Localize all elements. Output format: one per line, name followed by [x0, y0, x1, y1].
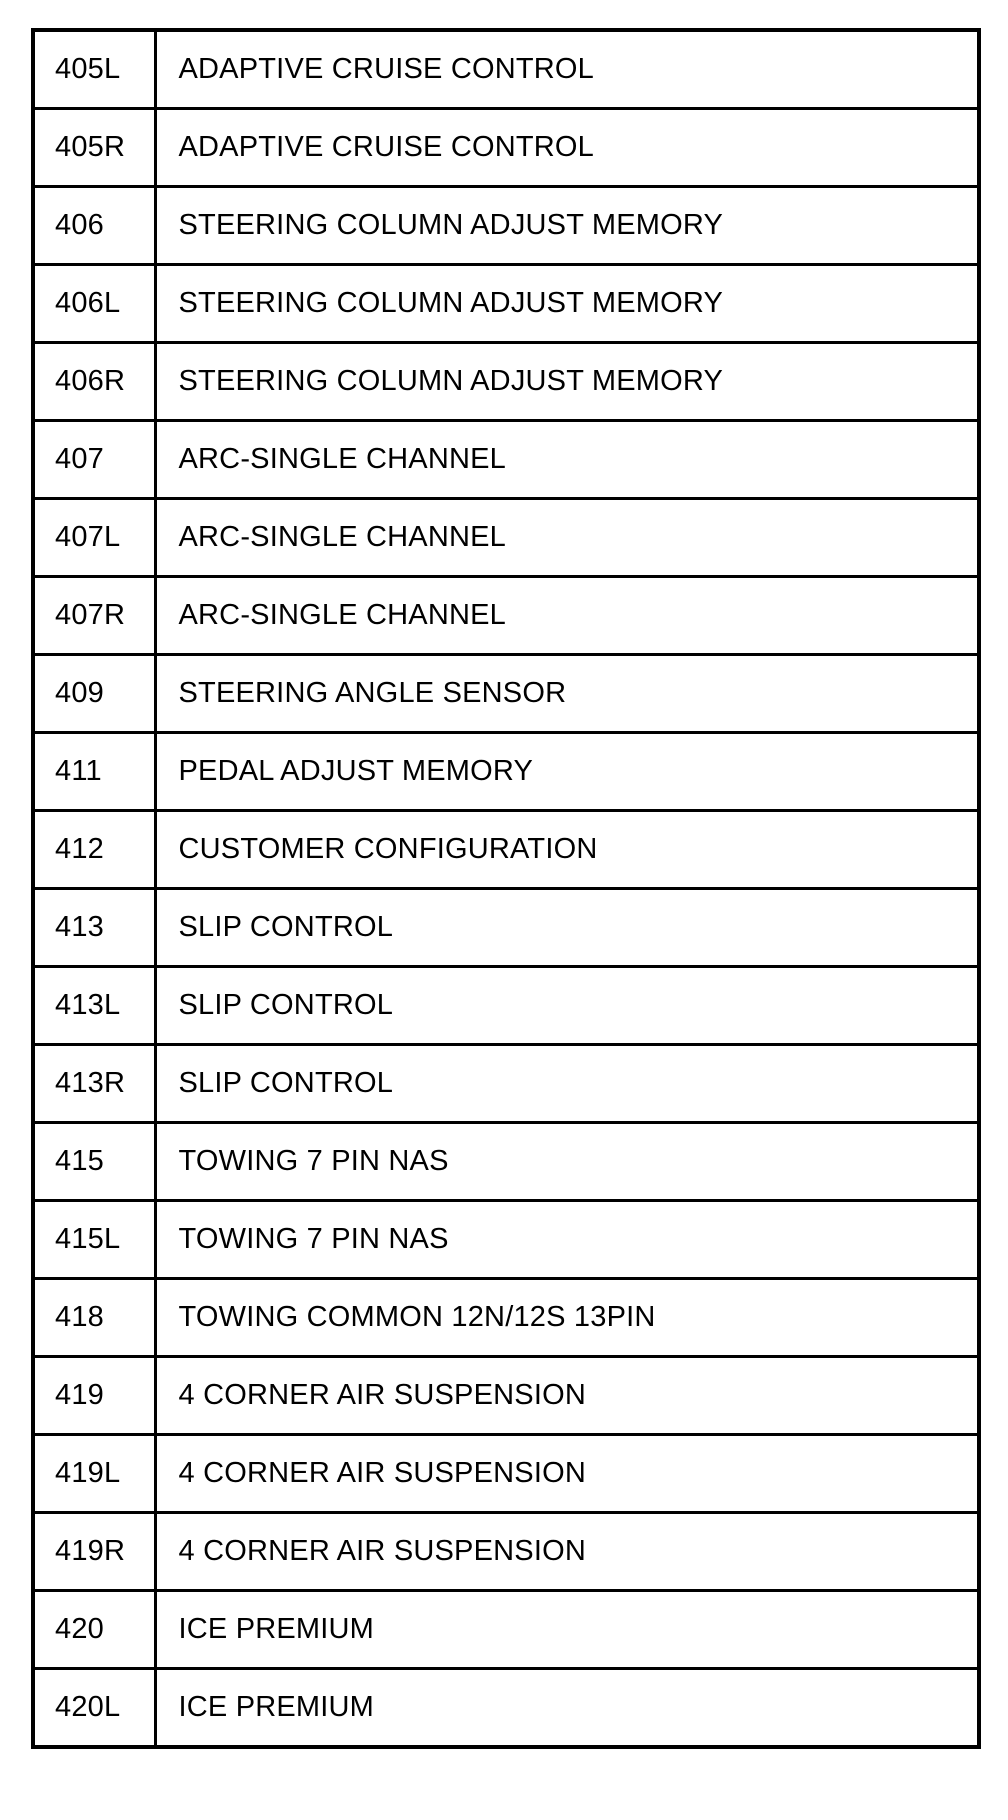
description-cell: STEERING ANGLE SENSOR — [155, 655, 979, 733]
description-cell: SLIP CONTROL — [155, 1045, 979, 1123]
code-cell: 406L — [33, 265, 155, 343]
table-row — [33, 1513, 979, 1591]
code-cell: 413L — [33, 967, 155, 1045]
table-row — [33, 1669, 979, 1748]
code-description-table — [31, 28, 981, 1749]
table-row — [33, 187, 979, 265]
description-cell: 4 CORNER AIR SUSPENSION — [155, 1357, 979, 1435]
code-cell: 419R — [33, 1513, 155, 1591]
code-cell: 407R — [33, 577, 155, 655]
table-row — [33, 1201, 979, 1279]
description-cell: ADAPTIVE CRUISE CONTROL — [155, 109, 979, 187]
code-cell: 405L — [33, 30, 155, 109]
description-cell: PEDAL ADJUST MEMORY — [155, 733, 979, 811]
description-cell: ARC-SINGLE CHANNEL — [155, 421, 979, 499]
description-cell: SLIP CONTROL — [155, 889, 979, 967]
table-row — [33, 1591, 979, 1669]
description-cell: 4 CORNER AIR SUSPENSION — [155, 1513, 979, 1591]
description-cell: TOWING 7 PIN NAS — [155, 1201, 979, 1279]
table-row — [33, 421, 979, 499]
table-row — [33, 889, 979, 967]
code-cell: 419 — [33, 1357, 155, 1435]
table-row — [33, 577, 979, 655]
table-body — [33, 30, 979, 1747]
code-cell: 406 — [33, 187, 155, 265]
code-cell: 415 — [33, 1123, 155, 1201]
code-cell: 407 — [33, 421, 155, 499]
description-cell: CUSTOMER CONFIGURATION — [155, 811, 979, 889]
description-cell: ICE PREMIUM — [155, 1669, 979, 1748]
table-row — [33, 967, 979, 1045]
description-cell: STEERING COLUMN ADJUST MEMORY — [155, 187, 979, 265]
code-cell: 415L — [33, 1201, 155, 1279]
description-cell: TOWING COMMON 12N/12S 13PIN — [155, 1279, 979, 1357]
description-cell: ICE PREMIUM — [155, 1591, 979, 1669]
table-row — [33, 265, 979, 343]
code-cell: 409 — [33, 655, 155, 733]
code-cell: 411 — [33, 733, 155, 811]
table-row — [33, 109, 979, 187]
code-cell: 407L — [33, 499, 155, 577]
table-row — [33, 1123, 979, 1201]
code-cell: 419L — [33, 1435, 155, 1513]
table-row — [33, 1435, 979, 1513]
table-row — [33, 343, 979, 421]
code-cell: 412 — [33, 811, 155, 889]
code-cell: 418 — [33, 1279, 155, 1357]
description-cell: STEERING COLUMN ADJUST MEMORY — [155, 343, 979, 421]
code-cell: 413R — [33, 1045, 155, 1123]
description-cell: ARC-SINGLE CHANNEL — [155, 577, 979, 655]
table-row — [33, 655, 979, 733]
table-row — [33, 733, 979, 811]
table-row — [33, 30, 979, 109]
table-row — [33, 811, 979, 889]
table-row — [33, 499, 979, 577]
description-cell: SLIP CONTROL — [155, 967, 979, 1045]
description-cell: 4 CORNER AIR SUSPENSION — [155, 1435, 979, 1513]
code-cell: 420 — [33, 1591, 155, 1669]
table-row — [33, 1045, 979, 1123]
description-cell: ARC-SINGLE CHANNEL — [155, 499, 979, 577]
code-cell: 413 — [33, 889, 155, 967]
code-cell: 406R — [33, 343, 155, 421]
description-cell: ADAPTIVE CRUISE CONTROL — [155, 30, 979, 109]
table-row — [33, 1357, 979, 1435]
table-row — [33, 1279, 979, 1357]
code-cell: 405R — [33, 109, 155, 187]
code-cell: 420L — [33, 1669, 155, 1748]
description-cell: TOWING 7 PIN NAS — [155, 1123, 979, 1201]
description-cell: STEERING COLUMN ADJUST MEMORY — [155, 265, 979, 343]
